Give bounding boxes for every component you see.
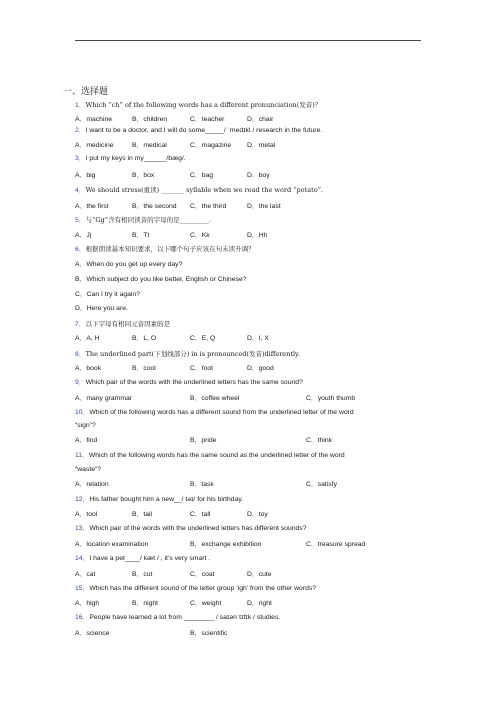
question-14 [75, 555, 210, 563]
question-text: Which of the following words has a different sound from the underlined letter of the word [89, 409, 354, 416]
answer-option[interactable]: A．medicine [75, 142, 114, 149]
question-number: 5． [75, 217, 86, 224]
answer-option[interactable]: B．tail [132, 511, 153, 518]
question-number: 2． [75, 127, 86, 134]
answer-option[interactable]: D．right [247, 600, 272, 607]
answer-option[interactable]: D．Here you are. [75, 305, 128, 312]
question-12 [75, 496, 243, 504]
answer-option[interactable]: C．E, Q [190, 335, 216, 342]
question-11 [75, 452, 345, 460]
question-number: 11． [75, 452, 89, 459]
question-text: 根据朗读基本知识要求，以下哪个句子应该在句末读升调？ [85, 245, 255, 253]
answer-option[interactable]: B．medical [132, 142, 167, 149]
answer-option[interactable]: C．weight [190, 600, 222, 607]
answer-option[interactable]: A．A, H [75, 335, 100, 342]
question-number: 9． [75, 379, 86, 386]
answer-option[interactable]: D．boy [247, 172, 270, 179]
answer-option[interactable]: A．the first [75, 203, 109, 210]
answer-option[interactable]: A．machine [75, 116, 113, 123]
question-text: 以下字母有相同元音因素的是 [85, 320, 171, 328]
question-text: I want to be a doctor, and I will do some_____/ ˈmedɪkl / research in the future. [85, 127, 323, 134]
question-13 [75, 525, 306, 533]
answer-option[interactable]: D．cute [247, 571, 272, 578]
answer-option[interactable]: D．toy [247, 511, 268, 518]
question-10 [75, 409, 354, 417]
answer-option[interactable]: A．cat [75, 571, 96, 578]
question-number: 4． [75, 187, 86, 194]
answer-option[interactable]: D．the last [247, 203, 281, 210]
question-text: I have a pet____/ kæt / , it’s very smart . [89, 555, 211, 562]
answer-option[interactable]: B．scientific [190, 630, 228, 637]
question-1 [75, 101, 321, 110]
answer-option[interactable]: D．Hh [247, 232, 268, 239]
section-title: 一、选择题 [63, 86, 109, 96]
answer-option[interactable]: B．cut [132, 571, 153, 578]
answer-option[interactable]: A．book [75, 365, 102, 372]
answer-option[interactable]: C．tall [190, 511, 211, 518]
question-text-continued: “sign”? [75, 422, 96, 429]
answer-option[interactable]: A．science [75, 630, 110, 637]
question-number: 1． [75, 102, 86, 109]
answer-option[interactable]: D．metal [247, 142, 276, 149]
question-text: Which pair of the words with the underlined letters has different sounds? [89, 525, 307, 532]
question-number: 7． [75, 321, 86, 328]
answer-option[interactable]: C．magazine [190, 142, 232, 149]
question-text: Which “ch” of the following words has a different pronunciation(发音)？ [85, 101, 322, 109]
question-text: The underlined part(下划线部分) in is pronounced(发音)differently. [85, 350, 300, 358]
answer-option[interactable]: A．relation [75, 481, 109, 488]
answer-option[interactable]: A．big [75, 172, 96, 179]
answer-option[interactable]: B．pride [190, 437, 217, 444]
question-text: 与“Gg”含有相同读音的字母的是_________. [85, 216, 211, 224]
question-7 [75, 320, 170, 329]
header-rule [75, 40, 421, 41]
question-number: 13． [75, 525, 90, 532]
answer-option[interactable]: A．tool [75, 511, 98, 518]
question-9 [75, 379, 303, 387]
answer-option[interactable]: D．I, X [247, 335, 269, 342]
answer-option[interactable]: B．coffee wheel [190, 395, 240, 402]
answer-option[interactable]: C．the third [190, 203, 227, 210]
question-text: Which of the following words has the same sound as the underlined letter of the word [88, 452, 345, 459]
answer-option[interactable]: A．location examination [75, 541, 149, 548]
question-3 [75, 155, 186, 163]
question-number: 10． [75, 409, 90, 416]
answer-option[interactable]: D．good [247, 365, 274, 372]
answer-option[interactable]: B．L, O [132, 335, 157, 342]
answer-option[interactable]: B．cool [132, 365, 156, 372]
question-4 [75, 186, 323, 195]
answer-option[interactable]: C．Can I try it again? [75, 291, 140, 298]
question-6 [75, 245, 255, 254]
answer-option[interactable]: A．high [75, 600, 100, 607]
question-text: Which pair of the words with the underlined letters has the same sound? [85, 379, 303, 386]
question-text: His father bought him a new__/ təɪ/ for his birthday. [89, 496, 244, 503]
answer-option[interactable]: C．bag [190, 172, 214, 179]
answer-option[interactable]: C．foot [190, 365, 214, 372]
question-text: I put my keys in my______/bæg/. [85, 155, 186, 162]
answer-option[interactable]: C．treasure spread [306, 541, 366, 548]
answer-option[interactable]: B．Tt [132, 232, 150, 239]
question-number: 15． [75, 585, 90, 592]
answer-option[interactable]: B．Which subject do you like better, English or Chinese? [75, 276, 247, 283]
question-5 [75, 216, 211, 225]
answer-option[interactable]: B．task [190, 481, 214, 488]
answer-option[interactable]: C．satisfy [306, 481, 337, 488]
answer-option[interactable]: C．Kk [190, 232, 210, 239]
question-text: People have learned a lot from ________ / saɪənˈtɪfɪk / studies. [89, 614, 281, 621]
question-2 [75, 127, 322, 135]
question-number: 3． [75, 155, 86, 162]
answer-option[interactable]: A．many grammar [75, 395, 133, 402]
answer-option[interactable]: B．exchange exhibition [190, 541, 262, 548]
answer-option[interactable]: B．night [132, 600, 159, 607]
question-16 [75, 614, 280, 622]
question-15 [75, 585, 316, 593]
question-8 [75, 350, 300, 359]
answer-option[interactable]: C．teacher [190, 116, 225, 123]
question-text: Which has the different sound of the letter group ‘igh’ from the other words? [89, 585, 317, 592]
question-number: 14． [75, 555, 90, 562]
answer-option[interactable]: D．chair [247, 116, 274, 123]
answer-option[interactable]: B．the second [132, 203, 177, 210]
question-number: 12． [75, 496, 90, 503]
answer-option[interactable]: A．find [75, 437, 98, 444]
question-text-continued: “waste”? [75, 466, 102, 473]
answer-option[interactable]: C．think [306, 437, 333, 444]
question-text: We should stress(重读) _______ syllable when we read the word “potato”. [85, 186, 323, 194]
question-number: 6． [75, 246, 86, 253]
answer-option[interactable]: A．When do you get up every day? [75, 261, 183, 268]
answer-option[interactable]: C．youth thumb [306, 395, 356, 402]
answer-option[interactable]: C．coat [190, 571, 215, 578]
question-number: 16． [75, 614, 90, 621]
answer-option[interactable]: B．box [132, 172, 155, 179]
question-number: 8． [75, 351, 86, 358]
answer-option[interactable]: A．Jj [75, 232, 92, 239]
answer-option[interactable]: B．children [132, 116, 168, 123]
